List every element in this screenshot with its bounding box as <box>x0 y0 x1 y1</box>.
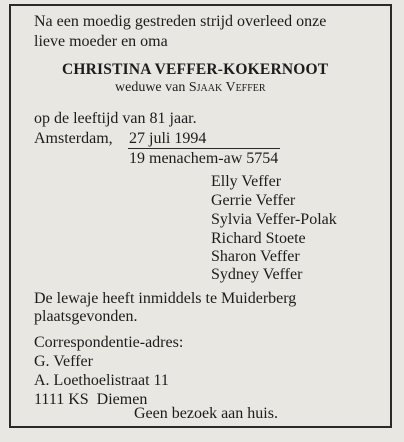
address-line: 1111 KS Diemen <box>34 391 148 408</box>
closing-line: Geen bezoek aan huis. <box>134 405 278 422</box>
date-gregorian: 27 juli 1994 <box>129 130 207 147</box>
correspondence-label: Correspondentie-adres: <box>34 334 184 351</box>
intro-line-2: lieve moeder en oma <box>34 33 168 50</box>
place: Amsterdam, <box>34 130 113 147</box>
family-member: Sylvia Veffer-Polak <box>211 211 337 228</box>
burial-line-1: De lewaje heeft inmiddels te Muiderberg <box>34 290 297 307</box>
address-line: G. Veffer <box>34 353 93 370</box>
burial-line-2: plaatsgevonden. <box>34 308 138 325</box>
spouse-name: Sjaak Veffer <box>188 80 266 95</box>
widow-line <box>115 79 266 97</box>
family-member: Sydney Veffer <box>211 266 303 283</box>
intro-line-1: Na een moedig gestreden strijd overleed onze <box>34 13 327 30</box>
date-hebrew: 19 menachem-aw 5754 <box>129 150 279 167</box>
family-member: Sharon Veffer <box>211 248 300 265</box>
family-member: Elly Veffer <box>211 173 282 190</box>
deceased-name: CHRISTINA VEFFER-KOKERNOOT <box>62 61 329 78</box>
address-line: A. Loethoelistraat 11 <box>34 372 169 389</box>
date-rule <box>128 148 280 149</box>
age-line: op de leeftijd van 81 jaar. <box>34 110 197 127</box>
family-member: Richard Stoete <box>211 230 306 247</box>
family-member: Gerrie Veffer <box>211 192 296 209</box>
widow-prefix: weduwe van <box>115 80 186 95</box>
